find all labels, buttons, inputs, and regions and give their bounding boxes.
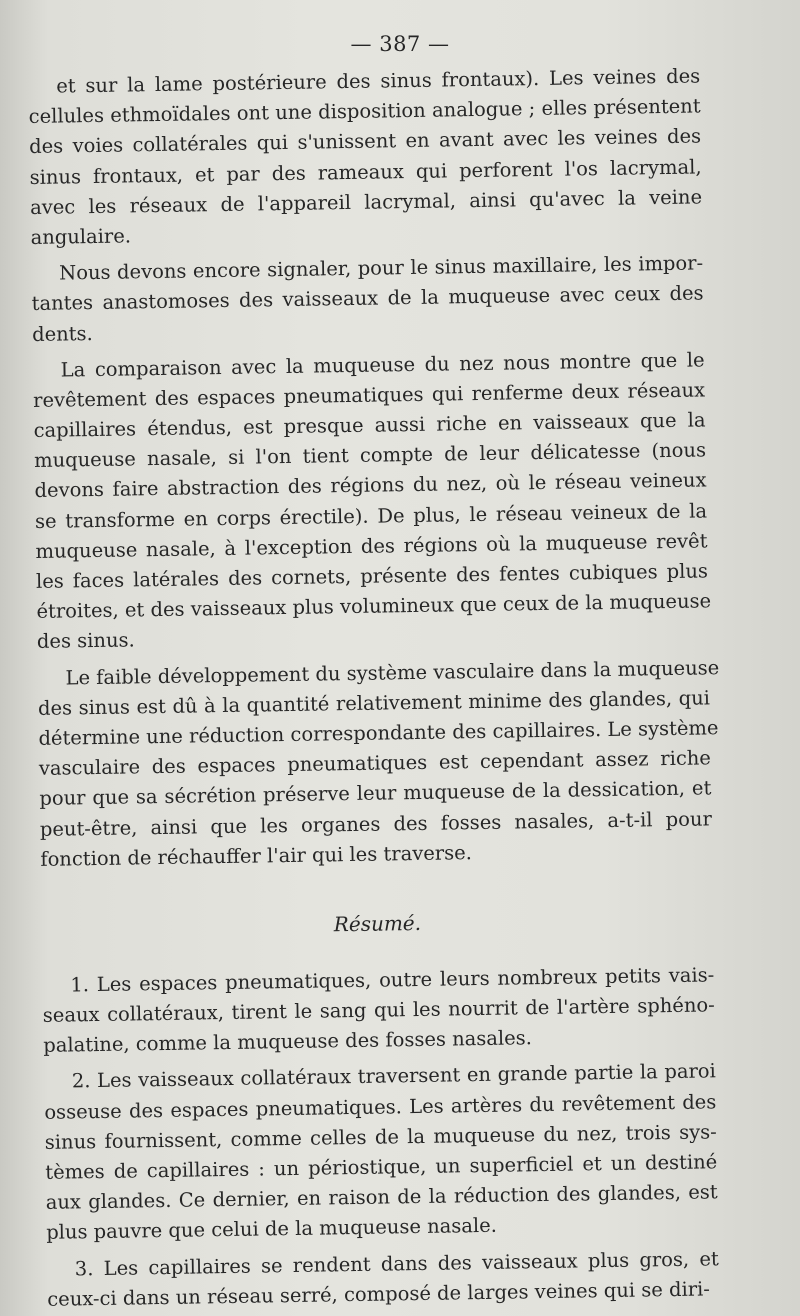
- text-line: angulaire.: [30, 224, 132, 249]
- text-line: devons faire abstraction des régions du nez, où le réseau veineux: [34, 468, 707, 503]
- text-line: sinus fournissent, comme celles de la muqueuse du nez, trois sys-: [44, 1120, 717, 1154]
- text-line: tèmes de capillaires : un périostique, un superficiel et un destiné: [45, 1150, 718, 1184]
- text-line: et sur la lame postérieure des sinus frontaux). Les veines des: [56, 64, 701, 98]
- text-line: fonction de réchauffer l'air qui les traverse.: [40, 840, 473, 871]
- text-line: 2. Les vaisseaux collatéraux traversent en grande partie la paroi: [71, 1059, 716, 1093]
- text-line: vasculaire des espaces pneumatiques est cependant assez riche: [38, 746, 712, 781]
- text-line: ceux-ci dans un réseau serré, composé de larges veines qui se diri-: [47, 1277, 711, 1311]
- summary-item: [42, 960, 715, 1061]
- summary-item: [44, 1057, 719, 1249]
- text-line: cellules ethmoïdales ont une disposition analogue ; elles présentent: [28, 94, 701, 129]
- text-line: des sinus.: [36, 628, 135, 654]
- summary-list: [42, 960, 719, 1315]
- text-line: des sinus est dû à la quantité relativement minime des glandes, qui: [37, 686, 711, 720]
- text-line: revêtement des espaces pneumatiques qui renferme deux réseaux: [32, 378, 706, 412]
- text-line: dents.: [31, 321, 93, 346]
- paragraph: [28, 61, 703, 253]
- text-line: pour que sa sécrétion préserve leur muqueuse de la dessication, et: [39, 776, 712, 811]
- text-line: se transforme en corps érectile). De plus, le réseau veineux de la: [34, 499, 708, 533]
- text-line: La comparaison avec la muqueuse du nez nous montre que le: [60, 348, 705, 382]
- summary-heading: Résumé.: [333, 910, 422, 937]
- text-line: 3. Les capillaires se rendent dans des vaisseaux plus gros, et: [74, 1246, 719, 1280]
- paragraph: [31, 249, 704, 350]
- body-paragraphs: [28, 61, 720, 874]
- text-line: les faces latérales des cornets, présente des fentes cubiques plus: [35, 559, 709, 593]
- text-line: muqueuse nasale, si l'on tient compte de leur délicatesse (nous: [33, 438, 707, 473]
- text-line: étroites, et des vaisseaux plus volumineux que ceux de la muqueuse: [36, 589, 712, 624]
- text-line: tantes anastomoses des vaisseaux de la muqueuse avec ceux des: [31, 281, 704, 316]
- text-line: peut-être, ainsi que les organes des fosses nasales, a-t-il pour: [39, 806, 712, 841]
- paragraph: [37, 653, 720, 875]
- text-line: détermine une réduction correspondante des capillaires. Le système: [38, 716, 719, 750]
- text-line: capillaires étendus, est presque aussi riche en vaisseaux que la: [33, 408, 706, 443]
- text-line: plus pauvre que celui de la muqueuse nasale.: [46, 1214, 498, 1245]
- text-line: aux glandes. Ce dernier, en raison de la réduction des glandes, est: [45, 1180, 718, 1215]
- page-number: — 387 —: [350, 32, 450, 56]
- text-line: 1. Les espaces pneumatiques, outre leurs nombreux petits vais-: [70, 963, 715, 997]
- text-line: palatine, comme la muqueuse des fosses nasales.: [43, 1026, 533, 1058]
- paragraph: [32, 345, 712, 657]
- text-line: muqueuse nasale, à l'exception des régions où la muqueuse revêt: [35, 529, 708, 563]
- text-line: Nous devons encore signaler, pour le sinus maxillaire, les impor-: [58, 251, 704, 285]
- text-line: des voies collatérales qui s'unissent en avant avec les veines des: [28, 124, 702, 159]
- text-line: sinus frontaux, et par des rameaux qui perforent l'os lacrymal,: [29, 154, 702, 189]
- text-line: osseuse des espaces pneumatiques. Les artères du revêtement des: [44, 1089, 717, 1124]
- page-text: [28, 61, 719, 1314]
- text-line: avec les réseaux de l'appareil lacrymal, ainsi qu'avec la veine: [29, 185, 703, 219]
- text-line: seaux collatéraux, tirent le sang qui les nourrit de l'artère sphéno-: [42, 993, 715, 1027]
- text-line: Le faible développement du système vasculaire dans la muqueuse: [65, 655, 720, 690]
- summary-item: [47, 1244, 720, 1315]
